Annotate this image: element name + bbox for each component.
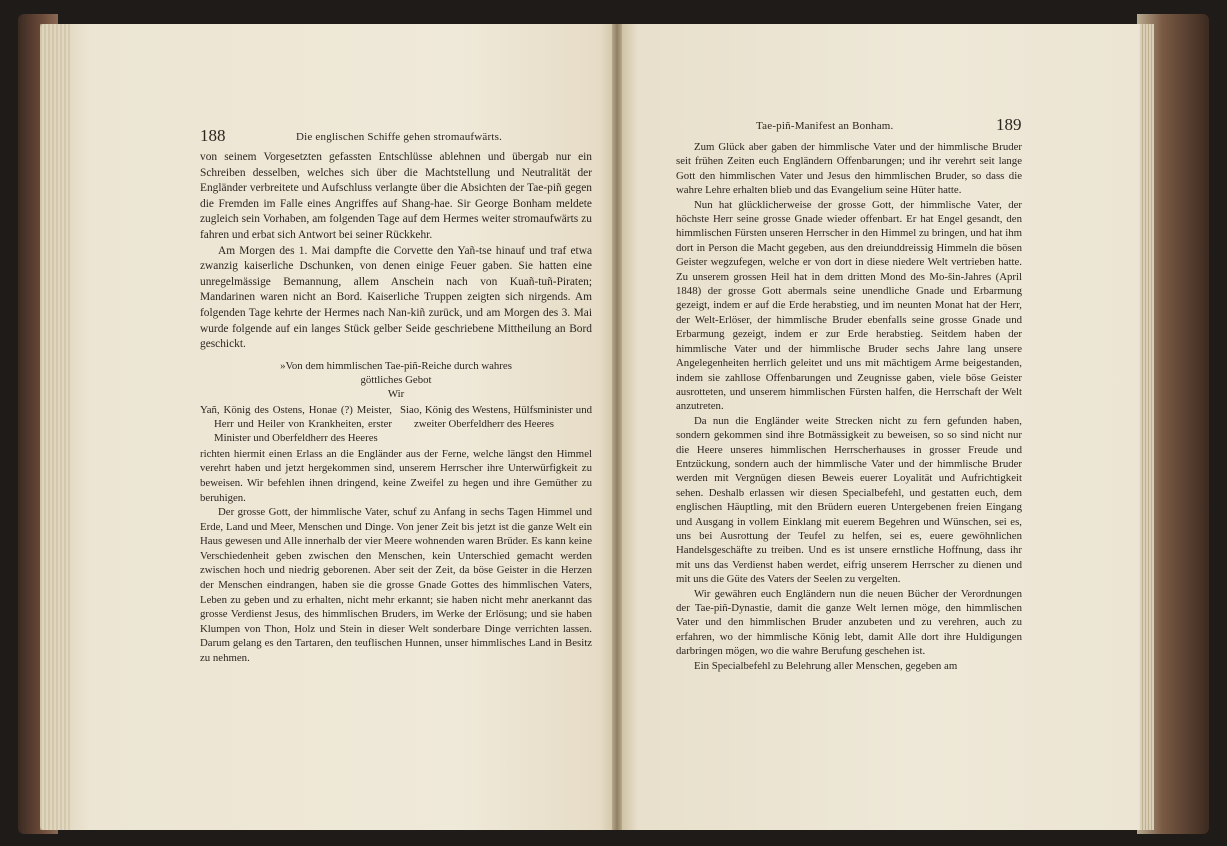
decree-paragraph: richten hiermit einen Erlass an die Engländer aus der Ferne, welche längst den Himmel verehrt haben und jetzt hergekommen sind, unserem Herrscher ihre Unterwürfigkeit zu beweisen. Wir befehlen ihnen dringend, keine Zweifel zu hegen und ihre Gemüther zu beruhigen. bbox=[200, 447, 592, 504]
right-paragraph: Wir gewähren euch Engländern nun die neuen Bücher der Verordnungen der Tae-piñ-Dynastie, damit die ganze Welt lernen möge, den himmlischen Vater und den himmlischen Bruder anzubeten und zu verehren, auch zu erfahren, wo der himmlische König lebt, damit Alle dort ihre Huldigungen darbringen mögen, wo die wahre Berufung geschehen ist. bbox=[676, 587, 1022, 658]
decree-col-left: Yañ, König des Ostens, Honae (?) Meister, Herr und Heiler von Krankheiten, erster Minister und Oberfeldherr des Heeres bbox=[200, 403, 392, 444]
right-paragraph: Da nun die Engländer weite Strecken nicht zu fern gefunden haben, sondern gekommen sind ihre Botmässigkeit zu beweisen, so so sind nicht nur die Heere unseres himmlischen Herrscherhauses in grosser Freude und Entzückung, sondern auch der himmlische Vater und der himmlische Bruder werden mit Vergnügen diesen Beweis euerer Loyalität und Aufrichtigkeit sehen. Deshalb erlassen wir diesen Specialbefehl, und gestatten euch, dem englischen Häuptling, mit den Brüdern eueren Untergebenen freien Eingang und Ausgang in vollem Einklang mit euerem Begehren und Wünschen, sei es, uns bei Ausrottung der Teufel zu helfen, sei es, euere gewöhnlichen Handelsgeschäfte zu treiben. Und es ist unsere ernstliche Hoffnung, dass ihr mit uns das Verdienst haben werdet, eifrig unserem Herrscher zu dienen und mit uns die Güte des Vaters der Seelen zu vergelten. bbox=[676, 414, 1022, 586]
decree-header-line: göttliches Gebot bbox=[360, 373, 432, 386]
decree-columns bbox=[200, 403, 592, 445]
decree-header-line: Wir bbox=[387, 387, 405, 400]
right-paragraph: Ein Specialbefehl zu Belehrung aller Menschen, gegeben am bbox=[694, 659, 958, 672]
left-body bbox=[200, 150, 592, 666]
left-page-number: 188 bbox=[200, 126, 226, 145]
right-page-edges bbox=[1140, 24, 1154, 830]
left-paragraph: Am Morgen des 1. Mai dampfte die Corvette den Yañ-tse hinauf und traf etwa zwanzig kaiserliche Dschunken, von denen einige Feuer gaben. Sie hatten eine unregelmässige Bemannung, allem Anschein nach von Kuañ-tuñ-Piraten; Mandarinen waren nicht an Bord. Kaiserliche Truppen zeigten sich nirgends. Am folgenden Tage kehrte der Hermes nach Nan-kiñ zurück, und am Morgen des 3. Mai wurde folgende auf ein langes Stück gelber Seide geschriebene Mittheilung an Bord geschickt. bbox=[200, 244, 592, 351]
decree-col-right: Siao, König des Westens, Hülfsminister und zweiter Oberfeldherr des Heeres bbox=[400, 403, 592, 430]
decree-body bbox=[200, 447, 592, 666]
decree-header-line: »Von dem himmlischen Tae-piñ-Reiche durch wahres bbox=[280, 359, 512, 372]
right-page-number: 189 bbox=[996, 115, 1022, 134]
right-paragraph: Zum Glück aber gaben der himmlische Vater und der himmlische Bruder seit frühen Zeiten euch Engländern Offenbarungen; und ihr verehrt seit lange Gott den himmlischen Vater und Jesus den himmlischen Bruder, so dass die wahre Lehre erhalten blieb und das Evangelium seine Hüter hatte. bbox=[676, 141, 1022, 197]
right-paragraph: Nun hat glücklicherweise der grosse Gott, der himmlische Vater, der höchste Herr seine grosse Gnade wieder offenbart. Er hat Engel gesandt, den himmlischen Fürsten unseren Herrscher in den Himmel zu bringen, und hat ihm dort in Person die Macht gegeben, aus den dreiunddreissig Himmeln die bösen Geister wegzufegen, welche er von dort in diese niedere Welt vertrieben hatte. Zu unserem grossen Heil hat in dem dritten Mond des Mo-šin-Jahres (April 1848) der grosse Gott abermals seine unendliche Gnade und Erbarmung gezeigt, indem er auf die Erde herabstieg, und im neunten Monat hat der Herr, der Welt-Erlöser, der himmlische Bruder ebenfalls seine grosse Gnade und Erbarmung gezeigt, indem er zur Erde herabstieg. Seitdem haben der himmlische Vater und der himmlische Bruder sechs Jahre lang unsere Angelegenheiten herrlich geleitet und uns mit mächtigem Arme beigestanden, indem sie zahllose Offenbarungen und Zeugnisse gaben, viele böse Geister ausrotteten, und unserem himmlischen Fürsten halfen, die Herrschaft der Welt anzutreten. bbox=[676, 198, 1022, 413]
left-running-head: Die englischen Schiffe gehen stromaufwärts. bbox=[296, 131, 503, 143]
book-gutter bbox=[612, 24, 622, 830]
decree-paragraph: Der grosse Gott, der himmlische Vater, schuf zu Anfang in sechs Tagen Himmel und Erde, Land und Meer, Menschen und Dinge. Von jener Zeit bis jetzt ist die ganze Welt ein Haus gewesen und Alle innerhalb der vier Meere wohnenden waren Brüder. Es kann keine Verschiedenheit geben zwischen den Menschen, kein Unterschied gemacht werden zwischen hoch und niedrig geborenen. Aber seit der Zeit, da böse Geister in die Herzen der Menschen eindrangen, haben sie die grosse Gnade Gottes des himmlischen Vaters, Leben zu geben und zu erhalten, nicht mehr erkannt; sie haben nicht mehr anerkannt das grosse Verdienst Jesus, des himmlischen Bruders, im Werke der Erlösung; und sie haben Klumpen von Thon, Holz und Stein in dieser Welt sonderbare Dinge verrichten lassen. Darum gelang es den Tartaren, den teuflischen Hunnen, unser himmlisches Land in Besitz zu nehmen. bbox=[200, 506, 592, 665]
left-page-edges bbox=[40, 24, 70, 830]
right-body bbox=[676, 140, 1022, 673]
right-running-head: Tae-piñ-Manifest an Bonham. bbox=[756, 120, 894, 132]
left-paragraph: von seinem Vorgesetzten gefassten Entschlüsse ablehnen und übergab nur ein Schreiben desselben, welches sich über die Machtstellung und Neutralität der Engländer verbreitete und Aufschluss verlangte über die Absichten der Tae-piñ gegen die Fremden im Falle eines Angriffes auf Shang-hae. Sir George Bonham meldete zugleich sein Vorhaben, am folgenden Tage auf dem Hermes weiter stromaufwärts zu fahren und erbat sich Antwort bei seiner Rückkehr. bbox=[200, 151, 592, 241]
decree-header bbox=[200, 359, 592, 401]
